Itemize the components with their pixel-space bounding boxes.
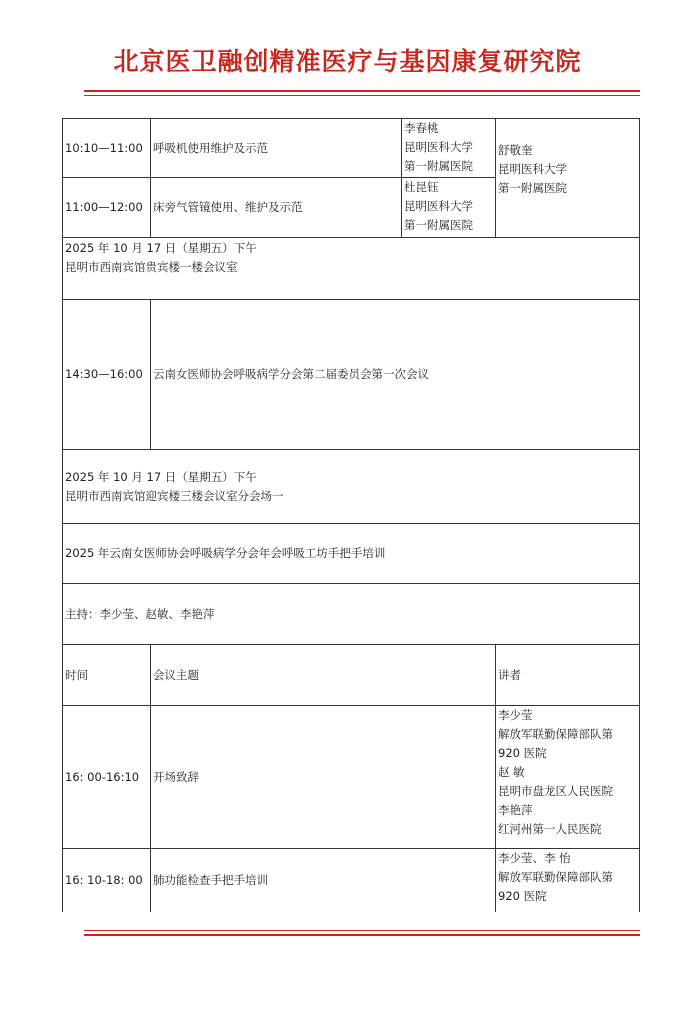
moderator-name: 舒敬奎 bbox=[498, 143, 533, 157]
hosts-row bbox=[63, 584, 640, 645]
speaker-affiliation: 920 医院 bbox=[498, 889, 547, 903]
session-venue: 昆明市西南宾馆迎宾楼三楼会议室分会场一 bbox=[65, 488, 284, 503]
topic-cell: 床旁气管镜使用、维护及示范 bbox=[151, 178, 402, 238]
speaker-cell bbox=[496, 706, 640, 849]
footer-rule-thin bbox=[84, 930, 640, 931]
table-row bbox=[63, 849, 640, 912]
table-row bbox=[63, 300, 640, 450]
column-header-topic: 会议主题 bbox=[151, 645, 496, 706]
page-header-title: 北京医卫融创精准医疗与基因康复研究院 bbox=[113, 47, 582, 76]
time-cell: 14:30—16:00 bbox=[63, 300, 151, 450]
session-header-row bbox=[63, 238, 640, 300]
session-venue: 昆明市西南宾馆贵宾楼一楼会议室 bbox=[65, 260, 238, 274]
speaker-affiliation: 昆明医科大学 bbox=[404, 199, 473, 213]
speaker-name: 李艳萍 bbox=[498, 803, 533, 817]
time-cell: 10:10—11:00 bbox=[63, 119, 151, 178]
moderator-affiliation: 昆明医科大学 bbox=[498, 162, 567, 176]
moderator-cell bbox=[496, 119, 640, 238]
hosts-line: 主持：李少莹、赵敏、李艳萍 bbox=[63, 584, 640, 645]
session-date: 2025 年 10 月 17 日（星期五）下午 bbox=[65, 469, 257, 484]
schedule-table bbox=[62, 118, 640, 912]
session-date: 2025 年 10 月 17 日（星期五）下午 bbox=[65, 241, 257, 255]
time-cell: 11:00—12:00 bbox=[63, 178, 151, 238]
speaker-cell bbox=[402, 119, 496, 178]
topic-cell: 云南女医师协会呼吸病学分会第二届委员会第一次会议 bbox=[151, 300, 640, 450]
header-rule-thick bbox=[84, 90, 640, 92]
session-info-cell bbox=[63, 450, 640, 524]
speaker-affiliation: 920 医院 bbox=[498, 746, 547, 760]
footer-rule-thick bbox=[84, 934, 640, 936]
topic-cell: 呼吸机使用维护及示范 bbox=[151, 119, 402, 178]
topic-cell: 开场致辞 bbox=[151, 706, 496, 849]
speaker-name: 李少莹、李 怡 bbox=[498, 851, 571, 865]
speaker-affiliation: 解放军联勤保障部队第 bbox=[498, 727, 613, 741]
speaker-affiliation: 第一附属医院 bbox=[404, 159, 473, 173]
speaker-affiliation: 解放军联勤保障部队第 bbox=[498, 870, 613, 884]
speaker-cell bbox=[496, 849, 640, 912]
moderator-affiliation: 第一附属医院 bbox=[498, 181, 567, 195]
speaker-name: 李春桃 bbox=[404, 121, 439, 135]
workshop-title: 2025 年云南女医师协会呼吸病学分会年会呼吸工坊手把手培训 bbox=[63, 524, 640, 584]
header-rule-thin bbox=[84, 95, 640, 96]
time-cell: 16: 10-18: 00 bbox=[63, 849, 151, 912]
table-row bbox=[63, 119, 640, 178]
topic-cell: 肺功能检查手把手培训 bbox=[151, 849, 496, 912]
speaker-affiliation: 昆明医科大学 bbox=[404, 140, 473, 154]
workshop-title-row bbox=[63, 524, 640, 584]
session-info-cell bbox=[63, 238, 640, 300]
column-header-row bbox=[63, 645, 640, 706]
speaker-cell bbox=[402, 178, 496, 238]
speaker-affiliation: 第一附属医院 bbox=[404, 218, 473, 232]
column-header-time: 时间 bbox=[63, 645, 151, 706]
speaker-name: 杜昆钰 bbox=[404, 180, 439, 194]
speaker-name: 赵 敏 bbox=[498, 765, 525, 779]
time-cell: 16: 00-16:10 bbox=[63, 706, 151, 849]
column-header-speaker: 讲者 bbox=[496, 645, 640, 706]
speaker-affiliation: 昆明市盘龙区人民医院 bbox=[498, 784, 613, 798]
speaker-affiliation: 红河州第一人民医院 bbox=[498, 822, 602, 836]
session-header-row bbox=[63, 450, 640, 524]
speaker-name: 李少莹 bbox=[498, 708, 533, 722]
table-row bbox=[63, 706, 640, 849]
